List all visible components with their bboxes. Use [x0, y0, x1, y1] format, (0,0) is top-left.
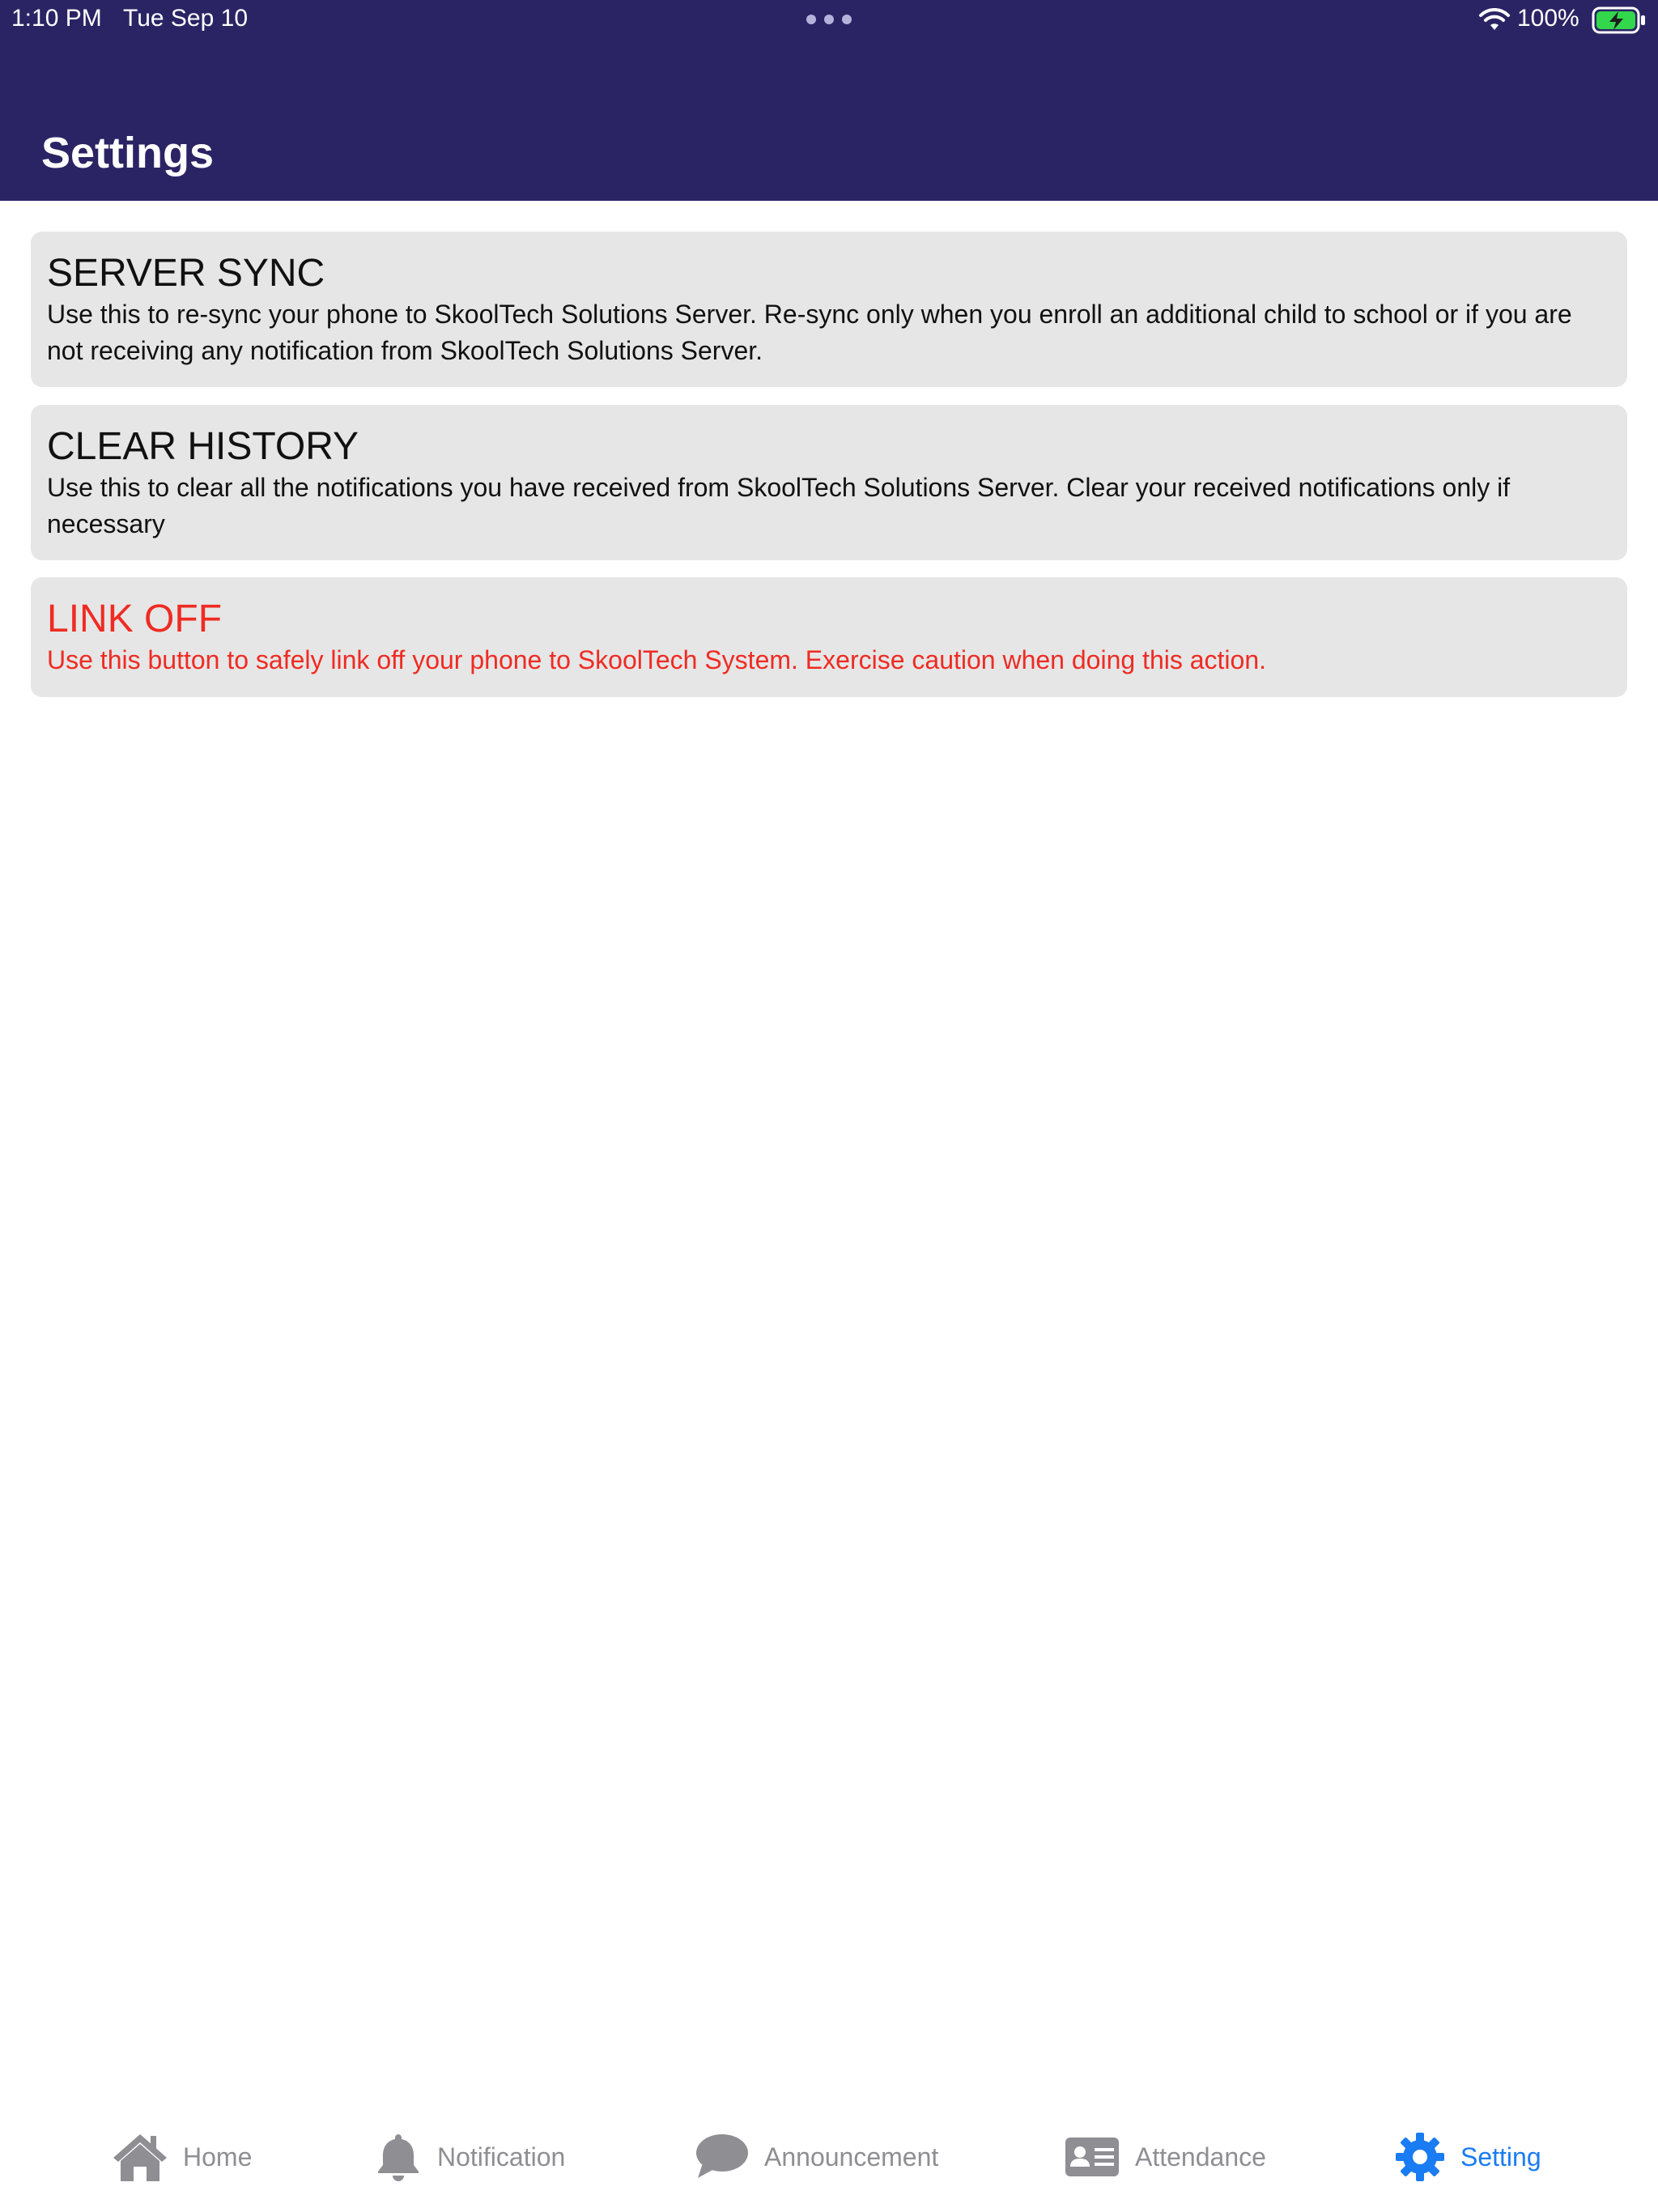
clear-history-description: Use this to clear all the notifications you have received from SkoolTech Solutions Server. Clear your received notifications only if necessary [47, 473, 1511, 538]
tab-notification[interactable] [374, 2116, 565, 2197]
tab-announcement[interactable] [693, 2116, 938, 2197]
tab-home-label: Home [183, 2142, 253, 2172]
gear-icon [1394, 2131, 1446, 2183]
server-sync-title: SERVER SYNC [47, 252, 325, 295]
tab-attendance[interactable] [1064, 2116, 1266, 2197]
server-sync-description: Use this to re-sync your phone to SkoolTech Solutions Server. Re-sync only when you enroll an additional child to school or if you are not receiving any notification from SkoolTech Solutions Server. [47, 300, 1572, 365]
status-date: Tue Sep 10 [123, 5, 248, 32]
server-sync-button[interactable] [31, 232, 1627, 387]
link-off-description: Use this button to safely link off your phone to SkoolTech System. Exercise caution when doing this action. [47, 645, 1267, 674]
tab-attendance-label: Attendance [1135, 2142, 1266, 2172]
id-card-icon [1064, 2134, 1120, 2180]
clear-history-button[interactable] [31, 405, 1627, 560]
battery-percent: 100% [1517, 5, 1579, 32]
tab-notification-label: Notification [437, 2142, 566, 2172]
tab-announcement-label: Announcement [764, 2142, 939, 2172]
tab-setting-label: Setting [1460, 2142, 1541, 2172]
tab-home[interactable] [112, 2116, 252, 2197]
clear-history-title: CLEAR HISTORY [47, 425, 359, 468]
multitasking-dots-icon[interactable] [806, 15, 852, 26]
bell-icon [374, 2131, 423, 2183]
battery-charging-icon [1592, 6, 1647, 34]
header-bar [0, 0, 1658, 201]
tab-setting[interactable] [1394, 2116, 1541, 2197]
link-off-button[interactable] [31, 577, 1627, 697]
page-title: Settings [41, 129, 215, 177]
home-icon [112, 2131, 168, 2183]
status-time: 1:10 PM [11, 5, 102, 32]
link-off-title: LINK OFF [47, 598, 223, 640]
chat-bubble-icon [693, 2131, 750, 2183]
wifi-icon [1478, 8, 1511, 32]
